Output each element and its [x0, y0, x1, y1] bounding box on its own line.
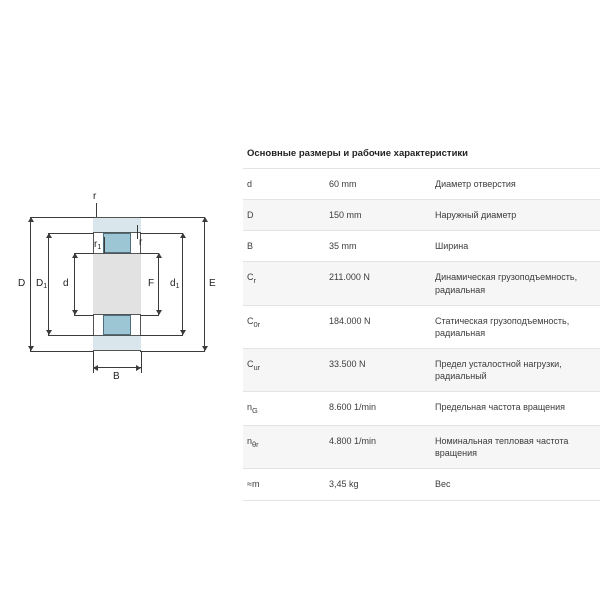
- dim-line-F: [158, 253, 159, 315]
- dim-line-B: [93, 367, 141, 368]
- bearing-cross-section: [93, 217, 141, 351]
- ext-line-d1-bottom: [140, 335, 183, 336]
- row-value: 33.500 N: [325, 348, 431, 391]
- table-row: [243, 392, 600, 426]
- ext-line-D1-top: [48, 233, 94, 234]
- dim-line-d1: [182, 233, 183, 335]
- ext-line-F-top: [140, 253, 159, 254]
- dim-label-d: d: [63, 278, 69, 289]
- dim-label-r-top: r: [93, 191, 97, 202]
- roller-bottom: [103, 315, 131, 335]
- row-value: 60 mm: [325, 169, 431, 200]
- row-symbol: B: [243, 231, 325, 262]
- ext-line-d1-top: [140, 233, 183, 234]
- row-description: Вес: [431, 469, 600, 500]
- table-row: [243, 231, 600, 262]
- ext-line-B-right: [141, 351, 142, 373]
- outer-ring-bottom: [93, 335, 141, 351]
- row-description: Динамическая грузоподъемность, радиальная: [431, 262, 600, 305]
- row-description: Предел усталостной нагрузки, радиальный: [431, 348, 600, 391]
- row-symbol-sub: θr: [252, 439, 259, 449]
- dim-line-D1: [48, 233, 49, 335]
- roller-top: [103, 233, 131, 253]
- ext-line-d-bottom: [74, 315, 94, 316]
- ext-line-d-top: [74, 253, 94, 254]
- row-symbol: $n_G$: [243, 392, 325, 426]
- row-value: 3,45 kg: [325, 469, 431, 500]
- ext-line-F-bottom: [140, 315, 159, 316]
- table-row: [243, 262, 600, 305]
- row-value: 184.000 N: [325, 305, 431, 348]
- row-description: Ширина: [431, 231, 600, 262]
- row-symbol: D: [243, 200, 325, 231]
- row-symbol: ≈m: [243, 469, 325, 500]
- ext-line-bottom-left: [30, 351, 94, 352]
- row-symbol: d: [243, 169, 325, 200]
- row-value: 8.600 1/min: [325, 392, 431, 426]
- row-symbol-sub: r: [253, 276, 256, 286]
- row-value: 4.800 1/min: [325, 426, 431, 469]
- ext-line-top-left: [30, 217, 94, 218]
- table-row: [243, 348, 600, 391]
- dim-label-E: E: [209, 278, 216, 289]
- dim-arrow-B-left: [93, 365, 98, 371]
- ext-line-bottom-right: [140, 351, 205, 352]
- leader-r-top: [96, 203, 97, 217]
- dim-label-r-right: r: [139, 237, 143, 248]
- dim-arrow-B-right: [136, 365, 141, 371]
- table-row: [243, 305, 600, 348]
- row-description: Предельная частота вращения: [431, 392, 600, 426]
- dim-label-F: F: [148, 278, 155, 289]
- row-symbol-sub: ur: [253, 362, 261, 372]
- dim-line-D: [30, 217, 31, 351]
- inner-ring: [93, 253, 141, 315]
- table-row: [243, 426, 600, 469]
- dim-label-r1: $r_1$: [94, 239, 102, 251]
- ext-line-D1-bottom: [48, 335, 94, 336]
- dim-label-D: D: [18, 278, 26, 289]
- row-symbol: $n_{\theta r}$: [243, 426, 325, 469]
- table-row: [243, 200, 600, 231]
- row-symbol-sub: 0r: [253, 319, 261, 329]
- ext-line-top-right: [140, 217, 205, 218]
- table-title: Основные размеры и рабочие характеристики: [247, 148, 469, 159]
- dim-label-B: B: [113, 371, 120, 382]
- row-value: 35 mm: [325, 231, 431, 262]
- specifications-panel: [243, 148, 583, 501]
- dim-label-D1: $D_1$: [36, 278, 48, 290]
- row-value: 150 mm: [325, 200, 431, 231]
- row-symbol-sub: G: [252, 406, 258, 416]
- leader-r-right: [137, 225, 138, 239]
- row-description: Наружный диаметр: [431, 200, 600, 231]
- leader-r1: [104, 237, 105, 253]
- dim-line-d: [74, 253, 75, 315]
- dim-line-E: [204, 217, 205, 351]
- row-description: Номинальная тепловая частота вращения: [431, 426, 600, 469]
- table-row: [243, 169, 600, 200]
- row-symbol: $C_r$: [243, 262, 325, 305]
- row-symbol: $C_{0r}$: [243, 305, 325, 348]
- row-description: Диаметр отверстия: [431, 169, 600, 200]
- row-description: Статическая грузоподъемность, радиальная: [431, 305, 600, 348]
- row-symbol: $C_{ur}$: [243, 348, 325, 391]
- bearing-drawing: [18, 191, 233, 395]
- specifications-table: [243, 168, 600, 501]
- table-row: [243, 469, 600, 500]
- outer-ring-top: [93, 217, 141, 233]
- row-value: 211.000 N: [325, 262, 431, 305]
- dim-label-d1: $d_1$: [170, 278, 180, 290]
